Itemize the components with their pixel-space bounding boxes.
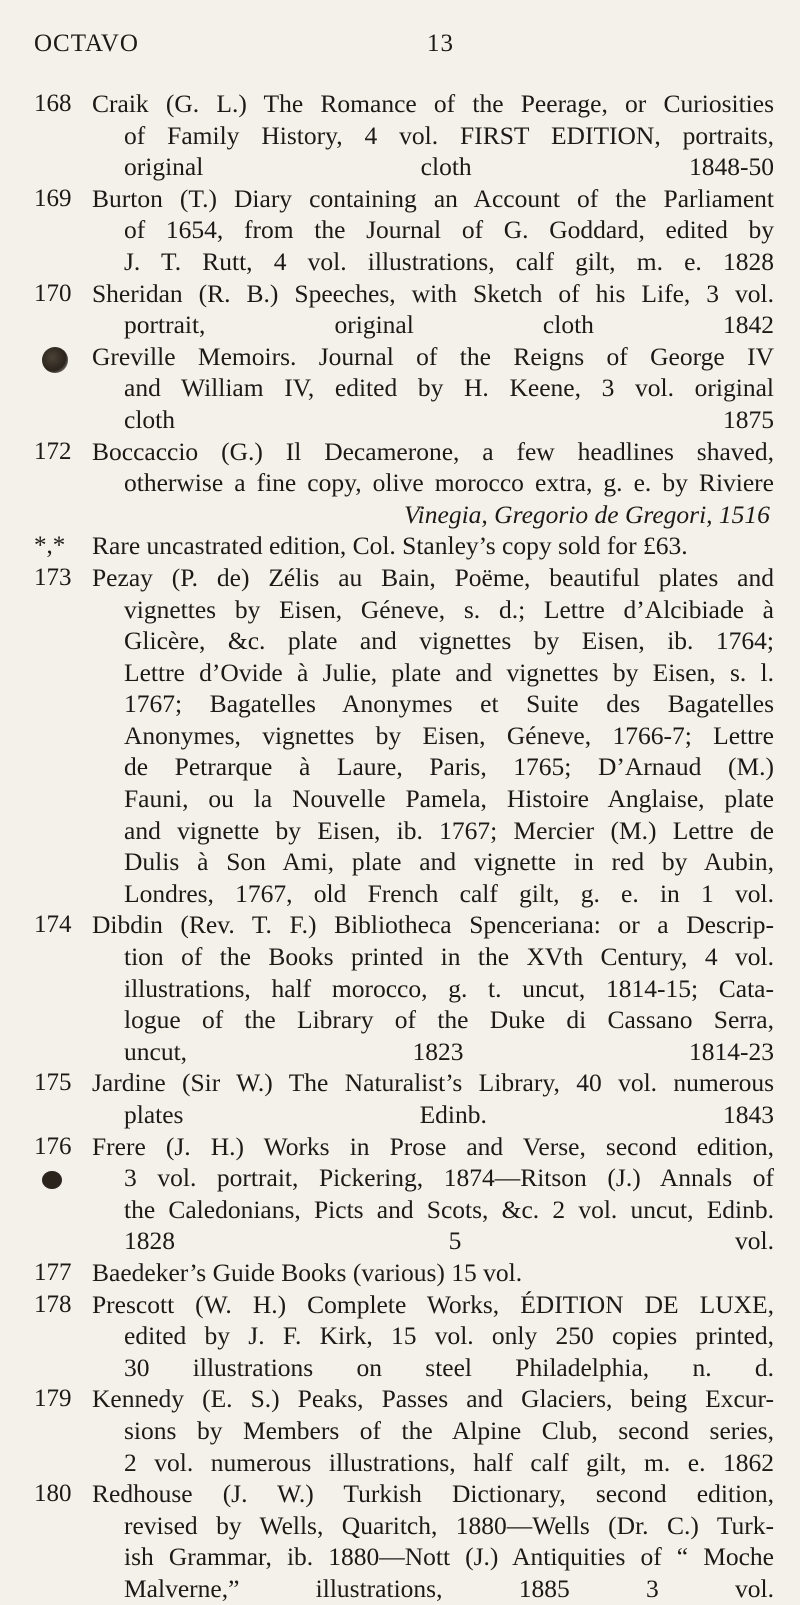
entry-line: Anonymes, vignettes by Eisen, Géneve, 1766-7; Lettre [124,720,774,750]
ink-dot-marker [42,1171,62,1189]
entry-line: Vinegia, Gregorio de Gregori, 1516 [404,499,770,529]
entry-line: Fauni, ou la Nouvelle Pamela, Histoire Anglaise, plate [124,784,774,814]
entry-line: ish Grammar, ib. 1880—Nott (J.) Antiquities of “ Moche [124,1542,774,1572]
lot-number: 173 [34,563,72,591]
entry-line: portrait, original cloth 1842 [124,310,774,340]
lot-entry [34,278,774,341]
lot-number: 176 [34,1132,72,1160]
entry-line: logue of the Library of the Duke di Cassano Serra, [124,1005,774,1035]
lot-entry [34,1131,774,1257]
entry-line: Greville Memoirs. Journal of the Reigns of George IV [92,341,774,371]
entry-line: Londres, 1767, old French calf gilt, g. e. in 1 vol. [124,878,774,908]
entry-line: revised by Wells, Quaritch, 1880—Wells (Dr. C.) Turk- [124,1510,774,1540]
lot-entry [34,1257,774,1289]
entry-line: Baedeker’s Guide Books (various) 15 vol. [92,1257,523,1287]
entry-line: Rare uncastrated edition, Col. Stanley’s copy sold for £63. [92,531,688,561]
entry-line: illustrations, half morocco, g. t. uncut, 1814-15; Cata- [124,973,774,1003]
entry-line: Frere (J. H.) Works in Prose and Verse, second edition, [92,1131,774,1161]
entry-line: plates Edinb. 1843 [124,1100,774,1129]
entry-line: 1828 5 vol. [124,1226,774,1256]
entry-line: Craik (G. L.) The Romance of the Peerage, or Curiosities [92,89,774,118]
entry-line: Jardine (Sir W.) The Naturalist’s Library, 40 vol. numerous [92,1068,774,1098]
lot-number: 178 [34,1290,72,1318]
entry-line: otherwise a fine copy, olive morocco extra, g. e. by Riviere [124,468,774,498]
entry-line: tion of the Books printed in the XVth Century, 4 vol. [124,942,774,972]
entry-line: Sheridan (R. B.) Speeches, with Sketch of his Life, 3 vol. [92,278,774,308]
lot-list [34,88,774,1605]
entry-line: of Family History, 4 vol. FIRST EDITION, portraits, [124,120,774,150]
entry-line: Lettre d’Ovide à Julie, plate and vignettes by Eisen, s. l. [124,657,774,687]
entry-line: 2 vol. numerous illustrations, half calf gilt, m. e. 1862 [124,1447,774,1477]
entry-line: Glicère, &c. plate and vignettes by Eisen, ib. 1764; [124,626,774,656]
lot-entry [34,530,774,562]
entry-line: and vignette by Eisen, ib. 1767; Mercier (M.) Lettre de [124,815,774,845]
entry-line: Dulis à Son Ami, plate and vignette in red by Aubin, [124,847,774,877]
lot-entry [34,436,774,531]
entry-line: 30 illustrations on steel Philadelphia, n. d. [124,1352,774,1382]
lot-number: 169 [34,184,72,212]
lot-entry [34,88,774,183]
entry-line: and William IV, edited by H. Keene, 3 vol. original [124,373,774,403]
entry-line: vignettes by Eisen, Géneve, s. d.; Lettre d’Alcibiade à [124,594,774,624]
lot-entry [34,562,774,910]
entry-line: Burton (T.) Diary containing an Account of the Parliament [92,183,774,213]
entry-line: de Petrarque à Laure, Paris, 1765; D’Arnaud (M.) [124,752,774,782]
entry-line: Boccaccio (G.) Il Decamerone, a few headlines shaved, [92,436,774,466]
entry-line: original cloth 1848-50 [124,152,774,182]
entry-line: sions by Members of the Alpine Club, second series, [124,1415,774,1445]
lot-number: 174 [34,911,72,939]
lot-entry [34,1067,774,1130]
lot-number: 170 [34,279,72,307]
lot-number: 172 [34,437,72,465]
entry-line: the Caledonians, Picts and Scots, &c. 2 vol. uncut, Edinb. [124,1194,774,1224]
lot-number: 175 [34,1069,72,1097]
lot-entry [34,1478,774,1604]
lot-number: 177 [34,1258,72,1286]
page-number: 13 [427,30,454,57]
entry-line: Prescott (W. H.) Complete Works, ÉDITION DE LUXE, [92,1289,774,1319]
entry-line: of 1654, from the Journal of G. Goddard, edited by [124,215,774,245]
entry-line: uncut, 1823 1814-23 [124,1036,774,1066]
lot-number: 168 [34,90,72,117]
lot-entry [34,1383,774,1478]
entry-line: J. T. Rutt, 4 vol. illustrations, calf gilt, m. e. 1828 [124,246,774,276]
section-title: OCTAVO [34,30,139,57]
entry-line: Redhouse (J. W.) Turkish Dictionary, second edition, [92,1479,774,1509]
lot-entry [34,341,774,436]
entry-line: edited by J. F. Kirk, 15 vol. only 250 copies printed, [124,1321,774,1351]
lot-entry [34,909,774,1067]
ink-blot-marker [42,347,68,373]
running-head [34,30,454,58]
lot-number: *,* [34,532,66,560]
entry-line: cloth 1875 [124,404,774,434]
entry-line: Pezay (P. de) Zélis au Bain, Poëme, beautiful plates and [92,562,774,592]
lot-number: 179 [34,1385,72,1413]
lot-number: 180 [34,1480,72,1508]
lot-entry [34,1289,774,1384]
entry-line: Dibdin (Rev. T. F.) Bibliotheca Spenceriana: or a Descrip- [92,910,774,940]
entry-line: 3 vol. portrait, Pickering, 1874—Ritson (J.) Annals of [124,1163,774,1193]
entry-line: 1767; Bagatelles Anonymes et Suite des Bagatelles [124,689,774,719]
entry-line: Malverne,” illustrations, 1885 3 vol. [124,1573,774,1603]
lot-entry [34,183,774,278]
entry-line: Kennedy (E. S.) Peaks, Passes and Glaciers, being Excur- [92,1384,774,1414]
